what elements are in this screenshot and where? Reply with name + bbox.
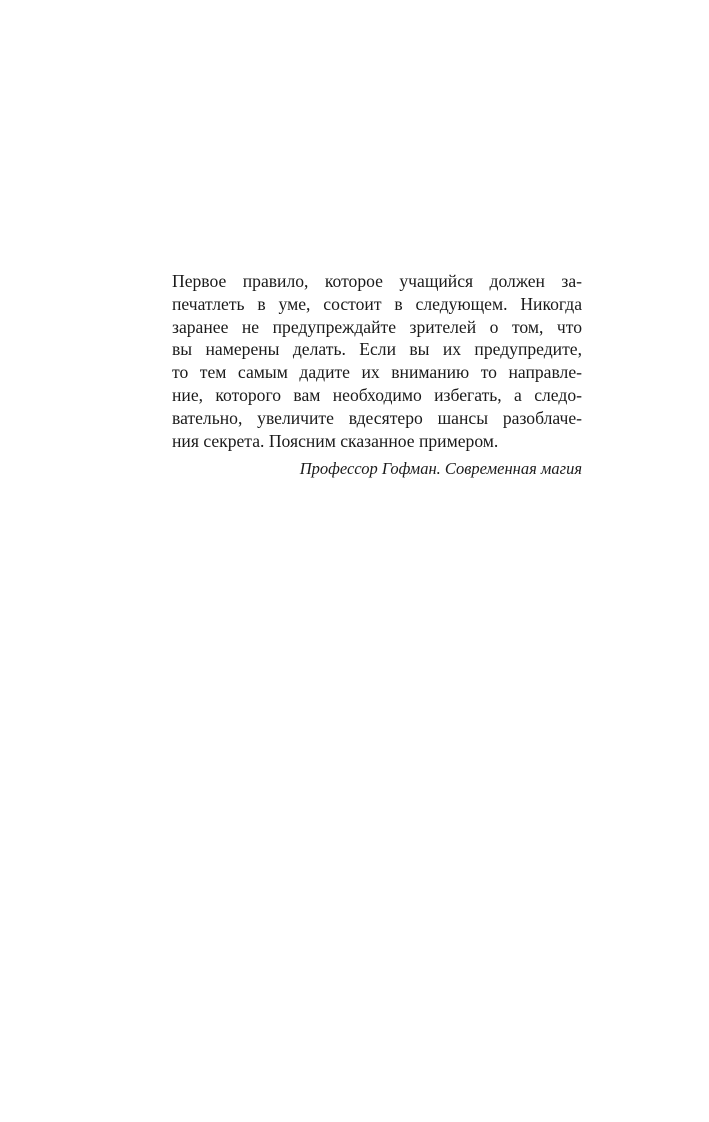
epigraph-line: заранее не предупреждайте зрителей о том, что <box>172 316 582 337</box>
epigraph-line: вательно, увеличите вдесятеро шансы разоблаче- <box>172 407 582 428</box>
epigraph-line: печатлеть в уме, состоит в следующем. Никогда <box>172 293 582 314</box>
epigraph-text <box>172 270 582 452</box>
epigraph-line: то тем самым дадите их вниманию то направле- <box>172 362 582 383</box>
epigraph <box>172 270 582 479</box>
epigraph-line: ние, которого вам необходимо избегать, а следо- <box>172 384 582 405</box>
epigraph-line: вы намерены делать. Если вы их предупредите, <box>172 339 582 360</box>
epigraph-line: ния секрета. Поясним сказанное примером. <box>172 430 499 451</box>
epigraph-attribution: Профессор Гофман. Современная магия <box>299 459 582 479</box>
epigraph-line: Первое правило, которое учащийся должен за- <box>172 271 582 291</box>
